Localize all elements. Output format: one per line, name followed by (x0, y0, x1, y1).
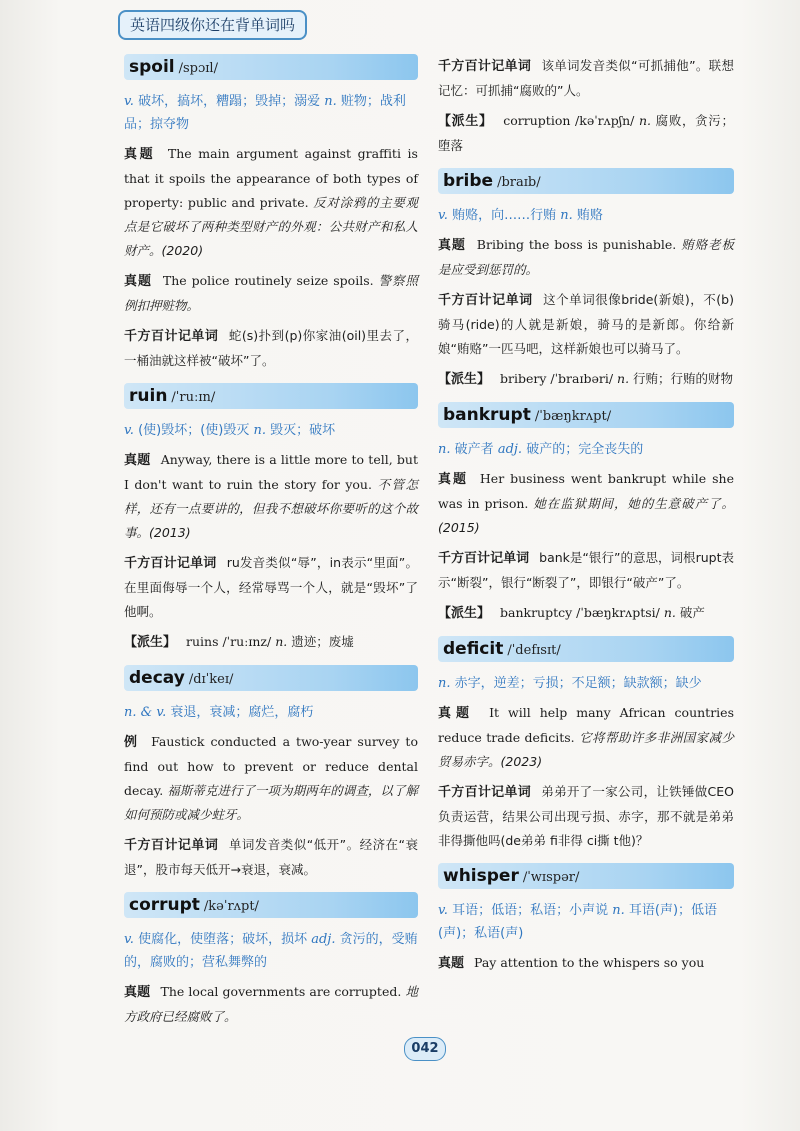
part-of-speech: v. (438, 903, 448, 918)
exam-sentence (438, 951, 734, 976)
part-of-speech: n. (275, 634, 288, 649)
memory-text: 单词发音类似“低开”。经济在“衰退”，股市每天低开→衰退，衰减。 (124, 837, 418, 877)
exam-label: 真题 (124, 147, 156, 162)
memory-text: bank是“银行”的意思，词根rupt表示“断裂”，银行“断裂了”，即银行“破产”了。 (438, 550, 734, 590)
headword: ruin (129, 386, 168, 406)
english-text: The local governments are corrupted. (160, 984, 402, 999)
headword-bar (438, 402, 734, 428)
book-title-tab: 英语四级你还在背单词吗 (118, 10, 307, 40)
memory-text: ru发音类似“辱”，in表示“里面”。在里面侮辱一个人，经常辱骂一个人，就是“毁坏”了他啊。 (124, 555, 418, 619)
chinese-translation: 不管怎样，还有一点要讲的，但我不想破坏你要听的这个故事。(2013) (124, 477, 418, 540)
part-of-speech: n. (253, 423, 267, 438)
headword-bar (438, 168, 734, 194)
exam-label: 真题 (124, 985, 151, 1000)
english-text: Her business went bankrupt while she was in prison. (438, 471, 734, 511)
memory-text: 这个单词很像bride(新娘)，不(b)骑马(ride)的人就是新娘，骑马的是新郎。你给新娘“贿赂”一匹马吧，这样新娘也可以骑马了。 (438, 292, 734, 356)
meaning: 赤字，逆差；亏损；不足额；缺款额；缺少 (454, 676, 702, 691)
part-of-speech: v. (124, 423, 134, 438)
english-text: It will help many African countries reduce trade deficits. (438, 705, 734, 745)
memory-tip (438, 546, 734, 595)
memory-label: 千方百计记单词 (438, 785, 532, 800)
headword: deficit (443, 639, 504, 659)
part-of-speech: n. (663, 605, 676, 620)
part-of-speech: adj. (497, 442, 523, 457)
entry-bankrupt (438, 402, 734, 626)
memory-tip (124, 324, 418, 373)
english-text: Pay attention to the whispers so you (474, 955, 705, 970)
exam-label: 真题 (124, 453, 151, 468)
english-text: The main argument against graffiti is that it spoils the appearance of both types of property: public and private. (124, 146, 418, 210)
part-of-speech: n. (438, 676, 451, 691)
headword: decay (129, 668, 185, 688)
meaning: 赃物；战利品；掠夺物 (124, 94, 406, 132)
headword-bar (438, 863, 734, 889)
part-of-speech: n. (438, 442, 451, 457)
exam-sentence (438, 701, 734, 774)
part-of-speech: n. (560, 208, 573, 223)
phonetic: /ˈwɪspər/ (522, 870, 580, 885)
definition (124, 928, 418, 974)
phonetic: /kəˈrʌpt/ (203, 899, 259, 914)
phonetic: /braɪb/ (497, 175, 541, 190)
chinese-translation: 福斯蒂克进行了一项为期两年的调查，以了解如何预防或减少蛀牙。 (124, 783, 418, 822)
exam-label: 真题 (438, 472, 468, 487)
exam-sentence (124, 269, 418, 318)
derivative-meaning: 遗迹；废墟 (291, 634, 354, 649)
definition (124, 90, 418, 136)
derivative-label: 【派生】 (438, 606, 491, 621)
chinese-translation: 贿赂老板是应受到惩罚的。 (438, 237, 734, 277)
part-of-speech: v. (124, 94, 134, 109)
phonetic: /dɪˈkeɪ/ (188, 672, 234, 687)
memory-text: 弟弟开了一家公司，让铁锤做CEO负责运营，结果公司出现亏损、赤字，那不就是弟弟非得撕他吗(de弟弟 fi非得 ci撕 t他)？ (438, 784, 734, 848)
derivative-label: 【派生】 (124, 635, 177, 650)
exam-label: 真题 (438, 956, 465, 971)
derivative-word: bribery /ˈbraɪbəri/ (500, 371, 614, 386)
headword: bribe (443, 171, 494, 191)
part-of-speech: n. (612, 903, 625, 918)
memory-text: 该单词发音类似“可抓捕他”。联想记忆：可抓捕“腐败的”人。 (438, 58, 734, 98)
headword: bankrupt (443, 405, 531, 425)
entry-corrupt-continued (438, 54, 734, 158)
headword: corrupt (129, 895, 200, 915)
example-label: 例 (124, 735, 140, 750)
english-text: Bribing the boss is punishable. (476, 237, 677, 252)
entry-bribe (438, 168, 734, 392)
headword-bar (124, 892, 418, 918)
memory-tip (124, 551, 418, 624)
derivative-word: ruins /ˈruːɪnz/ (186, 634, 272, 649)
exam-sentence (124, 980, 418, 1029)
memory-label: 千方百计记单词 (124, 329, 219, 344)
memory-tip (438, 288, 734, 361)
exam-label: 真题 (438, 238, 466, 253)
derivative (438, 601, 734, 626)
memory-label: 千方百计记单词 (438, 551, 530, 566)
exam-sentence (124, 142, 418, 263)
derivative (438, 109, 734, 158)
chinese-translation: 地方政府已经腐败了。 (124, 984, 418, 1024)
headword: spoil (129, 57, 175, 77)
definition (124, 701, 418, 724)
entry-decay (124, 665, 418, 882)
memory-tip (438, 780, 734, 853)
meaning: 贪污的，受贿的，腐败的；营私舞弊的 (124, 932, 418, 970)
headword-bar (438, 636, 734, 662)
definition (438, 438, 734, 461)
meaning: 破产的；完全丧失的 (526, 442, 644, 457)
memory-label: 千方百计记单词 (124, 556, 217, 571)
meaning: 破产者 (454, 442, 494, 457)
derivative-label: 【派生】 (438, 114, 493, 129)
part-of-speech: n. (639, 113, 652, 128)
derivative (124, 630, 418, 655)
memory-label: 千方百计记单词 (438, 59, 532, 74)
memory-label: 千方百计记单词 (438, 293, 533, 308)
memory-tip (438, 54, 734, 103)
meaning: 耳语(声)；低语(声)；私语(声) (438, 903, 718, 941)
entry-deficit (438, 636, 734, 853)
phonetic: /ˈbæŋkrʌpt/ (534, 409, 612, 424)
exam-label: 真题 (124, 274, 152, 289)
english-text: Anyway, there is a little more to tell, but I don't want to ruin the story for you. (124, 452, 418, 492)
derivative-word: bankruptcy /ˈbæŋkrʌptsi/ (500, 605, 660, 620)
headword-bar (124, 383, 418, 409)
derivative-label: 【派生】 (438, 372, 491, 387)
phonetic: /ˈruːɪn/ (171, 390, 216, 405)
english-text: Faustick conducted a two-year survey to find out how to prevent or reduce dental decay. (124, 734, 418, 798)
headword: whisper (443, 866, 519, 886)
headword-bar (124, 665, 418, 691)
chinese-translation: 它将帮助许多非洲国家减少贸易赤字。(2023) (438, 730, 734, 769)
derivative (438, 367, 734, 392)
chinese-translation: 她在监狱期间，她的生意破产了。(2015) (438, 496, 734, 535)
exam-sentence (438, 233, 734, 282)
meaning: 贿赂，向……行贿 (452, 208, 557, 223)
derivative-meaning: 行贿；行贿的财物 (633, 371, 734, 386)
part-of-speech: n. (617, 371, 630, 386)
memory-text: 蛇(s)扑到(p)你家油(oil)里去了，一桶油就这样被“破坏”了。 (124, 328, 418, 368)
memory-tip (124, 833, 418, 882)
chinese-translation: 警察照例扣押赃物。 (124, 273, 418, 313)
entry-spoil (124, 54, 418, 373)
definition (438, 204, 734, 227)
meaning: 使腐化，使堕落；破坏，损坏 (138, 932, 308, 947)
meaning: 衰退，衰减；腐烂，腐朽 (170, 705, 314, 720)
part-of-speech: n. (324, 94, 337, 109)
exam-sentence (438, 467, 734, 540)
definition (438, 672, 734, 695)
meaning: 毁灭；破坏 (270, 423, 336, 438)
english-text: The police routinely seize spoils. (162, 273, 374, 288)
meaning: (使)毁坏；(使)毁灭 (138, 423, 250, 438)
derivative-meaning: 腐败，贪污；堕落 (438, 113, 734, 153)
part-of-speech: v. (124, 932, 134, 947)
chinese-translation: 反对涂鸦的主要观点是它破坏了两种类型财产的外观：公共财产和私人财产。(2020) (124, 195, 418, 258)
phonetic: /ˈdefɪsɪt/ (507, 643, 561, 658)
meaning: 贿赂 (576, 208, 603, 223)
entry-whisper (438, 863, 734, 976)
example-sentence (124, 730, 418, 827)
meaning: 耳语；低语；私语；小声说 (452, 903, 609, 918)
phonetic: /spɔɪl/ (178, 61, 218, 76)
exam-sentence (124, 448, 418, 545)
entry-corrupt (124, 892, 418, 1029)
derivative-meaning: 破产 (679, 605, 705, 620)
part-of-speech: v. (438, 208, 448, 223)
memory-label: 千方百计记单词 (124, 838, 219, 853)
part-of-speech: n. & v. (124, 705, 167, 720)
right-column (438, 54, 734, 986)
left-column (124, 54, 418, 1039)
exam-label: 真题 (438, 706, 475, 721)
entry-ruin (124, 383, 418, 655)
part-of-speech: adj. (311, 932, 336, 947)
definition (438, 899, 734, 945)
page-number: 042 (404, 1037, 446, 1061)
meaning: 破坏，搞坏，糟蹋；毁掉；溺爱 (138, 94, 321, 109)
headword-bar (124, 54, 418, 80)
definition (124, 419, 418, 442)
derivative-word: corruption /kəˈrʌpʃn/ (503, 113, 635, 128)
